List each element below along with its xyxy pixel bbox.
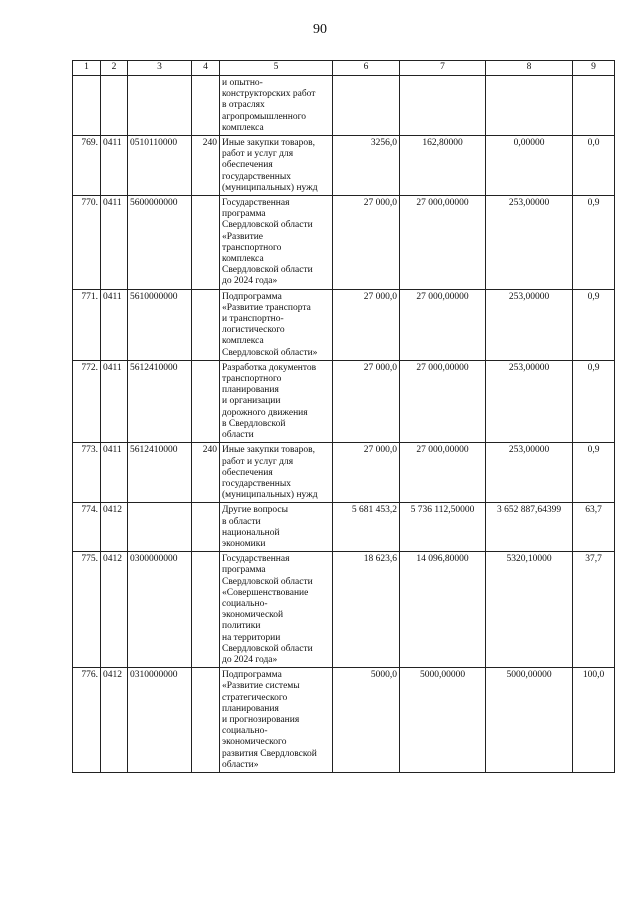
expense-type-code (192, 360, 220, 442)
item-name: Государственная программа Свердловской области «Совершенствование социально- экономической политики на территории Свердловской области до 2024 года» (220, 552, 333, 668)
item-name: и опытно- конструкторских работ в отраслях агропромышленного комплекса (220, 76, 333, 136)
item-name: Иные закупки товаров, работ и услуг для обеспечения государственных (муниципальных) нужд (220, 443, 333, 503)
execution-percent: 100,0 (573, 668, 615, 773)
executed-amount: 253,00000 (486, 443, 573, 503)
executed-amount: 5000,00000 (486, 668, 573, 773)
refined-amount: 162,80000 (400, 136, 486, 196)
planned-amount: 5 681 453,2 (333, 503, 400, 552)
item-name: Подпрограмма «Развитие транспорта и транспортно- логистического комплекса Свердловской области» (220, 289, 333, 360)
item-name: Подпрограмма «Развитие системы стратегического планирования и прогнозирования социально- экономического развития Свердловской области» (220, 668, 333, 773)
target-article-code: 5610000000 (128, 289, 192, 360)
table-row (73, 289, 615, 360)
section-code: 0411 (101, 443, 128, 503)
refined-amount: 5000,00000 (400, 668, 486, 773)
row-number (73, 76, 101, 136)
item-name: Другие вопросы в области национальной экономики (220, 503, 333, 552)
execution-percent: 0,9 (573, 443, 615, 503)
target-article-code: 0510110000 (128, 136, 192, 196)
execution-percent: 37,7 (573, 552, 615, 668)
executed-amount: 0,00000 (486, 136, 573, 196)
row-number: 772. (73, 360, 101, 442)
budget-table (72, 60, 615, 773)
item-name: Государственная программа Свердловской области «Развитие транспортного комплекса Свердловской области до 2024 года» (220, 196, 333, 290)
column-header-1: 1 (73, 61, 101, 76)
item-name: Иные закупки товаров, работ и услуг для обеспечения государственных (муниципальных) нужд (220, 136, 333, 196)
executed-amount: 253,00000 (486, 196, 573, 290)
expense-type-code: 240 (192, 443, 220, 503)
planned-amount: 27 000,0 (333, 443, 400, 503)
expense-type-code: 240 (192, 136, 220, 196)
executed-amount: 253,00000 (486, 289, 573, 360)
target-article-code (128, 503, 192, 552)
table-row (73, 668, 615, 773)
target-article-code: 0300000000 (128, 552, 192, 668)
executed-amount: 3 652 887,64399 (486, 503, 573, 552)
column-header-8: 8 (486, 61, 573, 76)
target-article-code: 0310000000 (128, 668, 192, 773)
refined-amount: 27 000,00000 (400, 196, 486, 290)
section-code: 0411 (101, 136, 128, 196)
item-name: Разработка документов транспортного планирования и организации дорожного движения в Свердловской области (220, 360, 333, 442)
section-code: 0412 (101, 668, 128, 773)
planned-amount: 27 000,0 (333, 360, 400, 442)
planned-amount: 5000,0 (333, 668, 400, 773)
table-body (73, 76, 615, 773)
expense-type-code (192, 552, 220, 668)
expense-type-code (192, 668, 220, 773)
execution-percent: 0,0 (573, 136, 615, 196)
refined-amount: 27 000,00000 (400, 360, 486, 442)
table-row (73, 503, 615, 552)
column-header-5: 5 (220, 61, 333, 76)
section-code: 0412 (101, 552, 128, 668)
planned-amount: 3256,0 (333, 136, 400, 196)
row-number: 771. (73, 289, 101, 360)
execution-percent (573, 76, 615, 136)
target-article-code (128, 76, 192, 136)
executed-amount: 5320,10000 (486, 552, 573, 668)
column-header-3: 3 (128, 61, 192, 76)
row-number: 775. (73, 552, 101, 668)
section-code: 0412 (101, 503, 128, 552)
page-number: 90 (313, 22, 327, 37)
column-header-2: 2 (101, 61, 128, 76)
row-number: 776. (73, 668, 101, 773)
table-row (73, 76, 615, 136)
table-row (73, 552, 615, 668)
section-code: 0411 (101, 196, 128, 290)
table-row (73, 136, 615, 196)
refined-amount: 5 736 112,50000 (400, 503, 486, 552)
column-header-6: 6 (333, 61, 400, 76)
column-header-4: 4 (192, 61, 220, 76)
row-number: 769. (73, 136, 101, 196)
table-row (73, 443, 615, 503)
target-article-code: 5612410000 (128, 443, 192, 503)
execution-percent: 0,9 (573, 289, 615, 360)
section-code: 0411 (101, 289, 128, 360)
row-number: 770. (73, 196, 101, 290)
row-number: 773. (73, 443, 101, 503)
refined-amount: 14 096,80000 (400, 552, 486, 668)
expense-type-code (192, 76, 220, 136)
expense-type-code (192, 503, 220, 552)
column-header-9: 9 (573, 61, 615, 76)
refined-amount: 27 000,00000 (400, 289, 486, 360)
refined-amount (400, 76, 486, 136)
table-row (73, 360, 615, 442)
section-code (101, 76, 128, 136)
column-header-7: 7 (400, 61, 486, 76)
planned-amount: 27 000,0 (333, 196, 400, 290)
refined-amount: 27 000,00000 (400, 443, 486, 503)
planned-amount: 27 000,0 (333, 289, 400, 360)
executed-amount: 253,00000 (486, 360, 573, 442)
planned-amount: 18 623,6 (333, 552, 400, 668)
table-row (73, 196, 615, 290)
expense-type-code (192, 289, 220, 360)
planned-amount (333, 76, 400, 136)
executed-amount (486, 76, 573, 136)
target-article-code: 5600000000 (128, 196, 192, 290)
execution-percent: 0,9 (573, 360, 615, 442)
section-code: 0411 (101, 360, 128, 442)
expense-type-code (192, 196, 220, 290)
target-article-code: 5612410000 (128, 360, 192, 442)
header-row (73, 61, 615, 76)
execution-percent: 63,7 (573, 503, 615, 552)
row-number: 774. (73, 503, 101, 552)
execution-percent: 0,9 (573, 196, 615, 290)
